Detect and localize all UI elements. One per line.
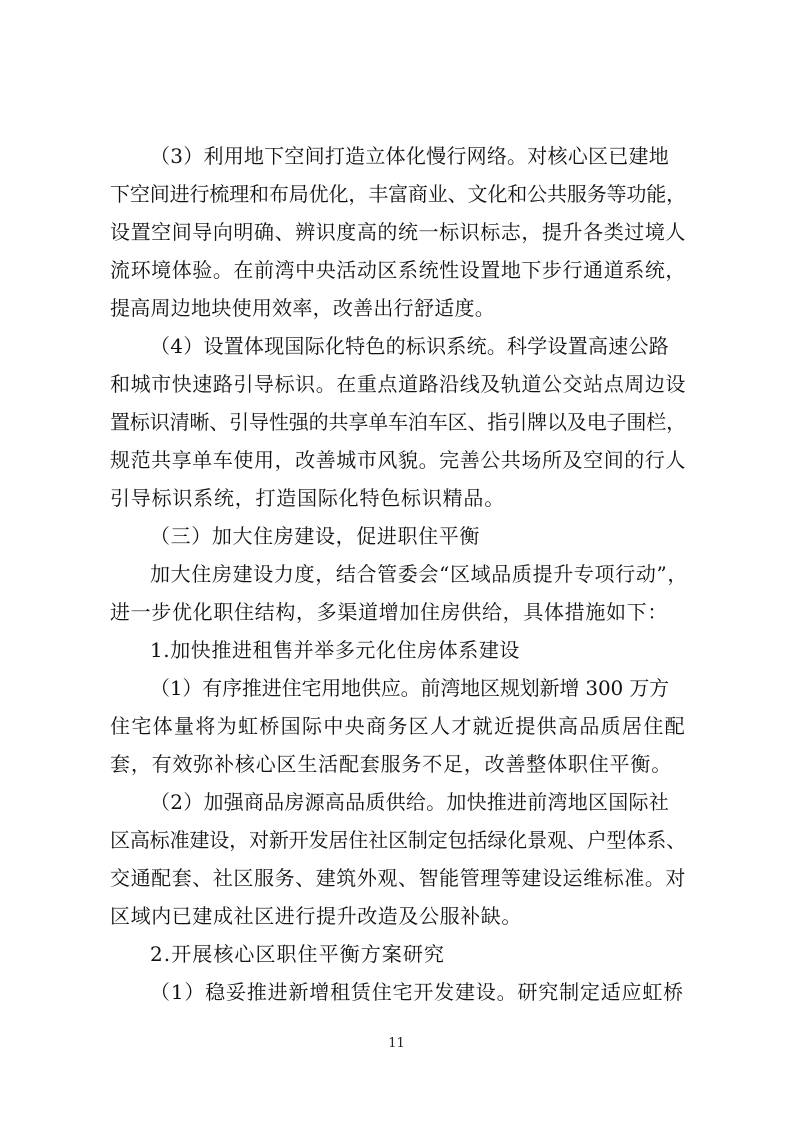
line-text: （3）利用地下空间打造立体化慢行网络。对核心区已建地 — [150, 144, 669, 168]
subsection-heading — [0, 636, 793, 664]
line-text: 引导标识系统，打造国际化特色标识精品。 — [110, 486, 505, 510]
subsection-heading — [0, 940, 793, 968]
text-line — [0, 750, 793, 778]
line-text: 区高标准建设，对新开发居住社区制定包括绿化景观、户型体系、 — [110, 828, 686, 852]
line-text: 提高周边地块使用效率，改善出行舒适度。 — [110, 296, 495, 320]
line-text: 住宅体量将为虹桥国际中央商务区人才就近提供高品质居住配 — [110, 714, 686, 738]
line-text: （2）加强商品房源高品质供给。加快推进前湾地区国际社 — [150, 790, 669, 814]
line-text: 加大住房建设力度，结合管委会“区域品质提升专项行动”， — [150, 562, 688, 586]
line-text: 交通配套、社区服务、建筑外观、智能管理等建设运维标准。对 — [110, 866, 686, 890]
line-text: 下空间进行梳理和布局优化，丰富商业、文化和公共服务等功能， — [110, 182, 686, 206]
text-line — [0, 142, 793, 170]
text-line — [0, 332, 793, 360]
text-line — [0, 788, 793, 816]
line-text: （1）有序推进住宅用地供应。前湾地区规划新增 300 万方 — [150, 676, 670, 700]
text-line — [0, 826, 793, 854]
text-line — [0, 294, 793, 322]
section-heading — [0, 522, 793, 550]
line-text: 规范共享单车使用，改善城市风貌。完善公共场所及空间的行人 — [110, 448, 686, 472]
text-line — [0, 256, 793, 284]
text-line — [0, 598, 793, 626]
heading-text: （三）加大住房建设，促进职住平衡 — [150, 524, 480, 548]
text-line — [0, 408, 793, 436]
line-text: 置标识清晰、引导性强的共享单车泊车区、指引牌以及电子围栏， — [110, 410, 686, 434]
line-text: 进一步优化职住结构，多渠道增加住房供给，具体措施如下： — [110, 600, 669, 624]
text-line — [0, 484, 793, 512]
line-text: 套，有效弥补核心区生活配套服务不足，改善整体职住平衡。 — [110, 752, 673, 776]
text-line — [0, 864, 793, 892]
heading-text: 2.开展核心区职住平衡方案研究 — [150, 942, 445, 966]
line-text: （1）稳妥推进新增租赁住宅开发建设。研究制定适应虹桥 — [150, 980, 684, 1004]
text-line — [0, 560, 793, 588]
line-text: 区域内已建成社区进行提升改造及公服补缺。 — [110, 904, 522, 928]
line-text: （4）设置体现国际化特色的标识系统。科学设置高速公路 — [150, 334, 669, 358]
heading-text: 1.加快推进租售并举多元化住房体系建设 — [150, 638, 520, 662]
text-line — [0, 712, 793, 740]
text-line — [0, 180, 793, 208]
line-text: 和城市快速路引导标识。在重点道路沿线及轨道公交站点周边设 — [110, 372, 686, 396]
line-text: 设置空间导向明确、辨识度高的统一标识标志，提升各类过境人 — [110, 220, 686, 244]
text-line — [0, 902, 793, 930]
text-line — [0, 674, 793, 702]
text-line — [0, 446, 793, 474]
line-text: 流环境体验。在前湾中央活动区系统性设置地下步行通道系统， — [110, 258, 686, 282]
text-line — [0, 370, 793, 398]
page-number: 11 — [388, 1036, 405, 1051]
text-line — [0, 978, 793, 1006]
text-line — [0, 218, 793, 246]
